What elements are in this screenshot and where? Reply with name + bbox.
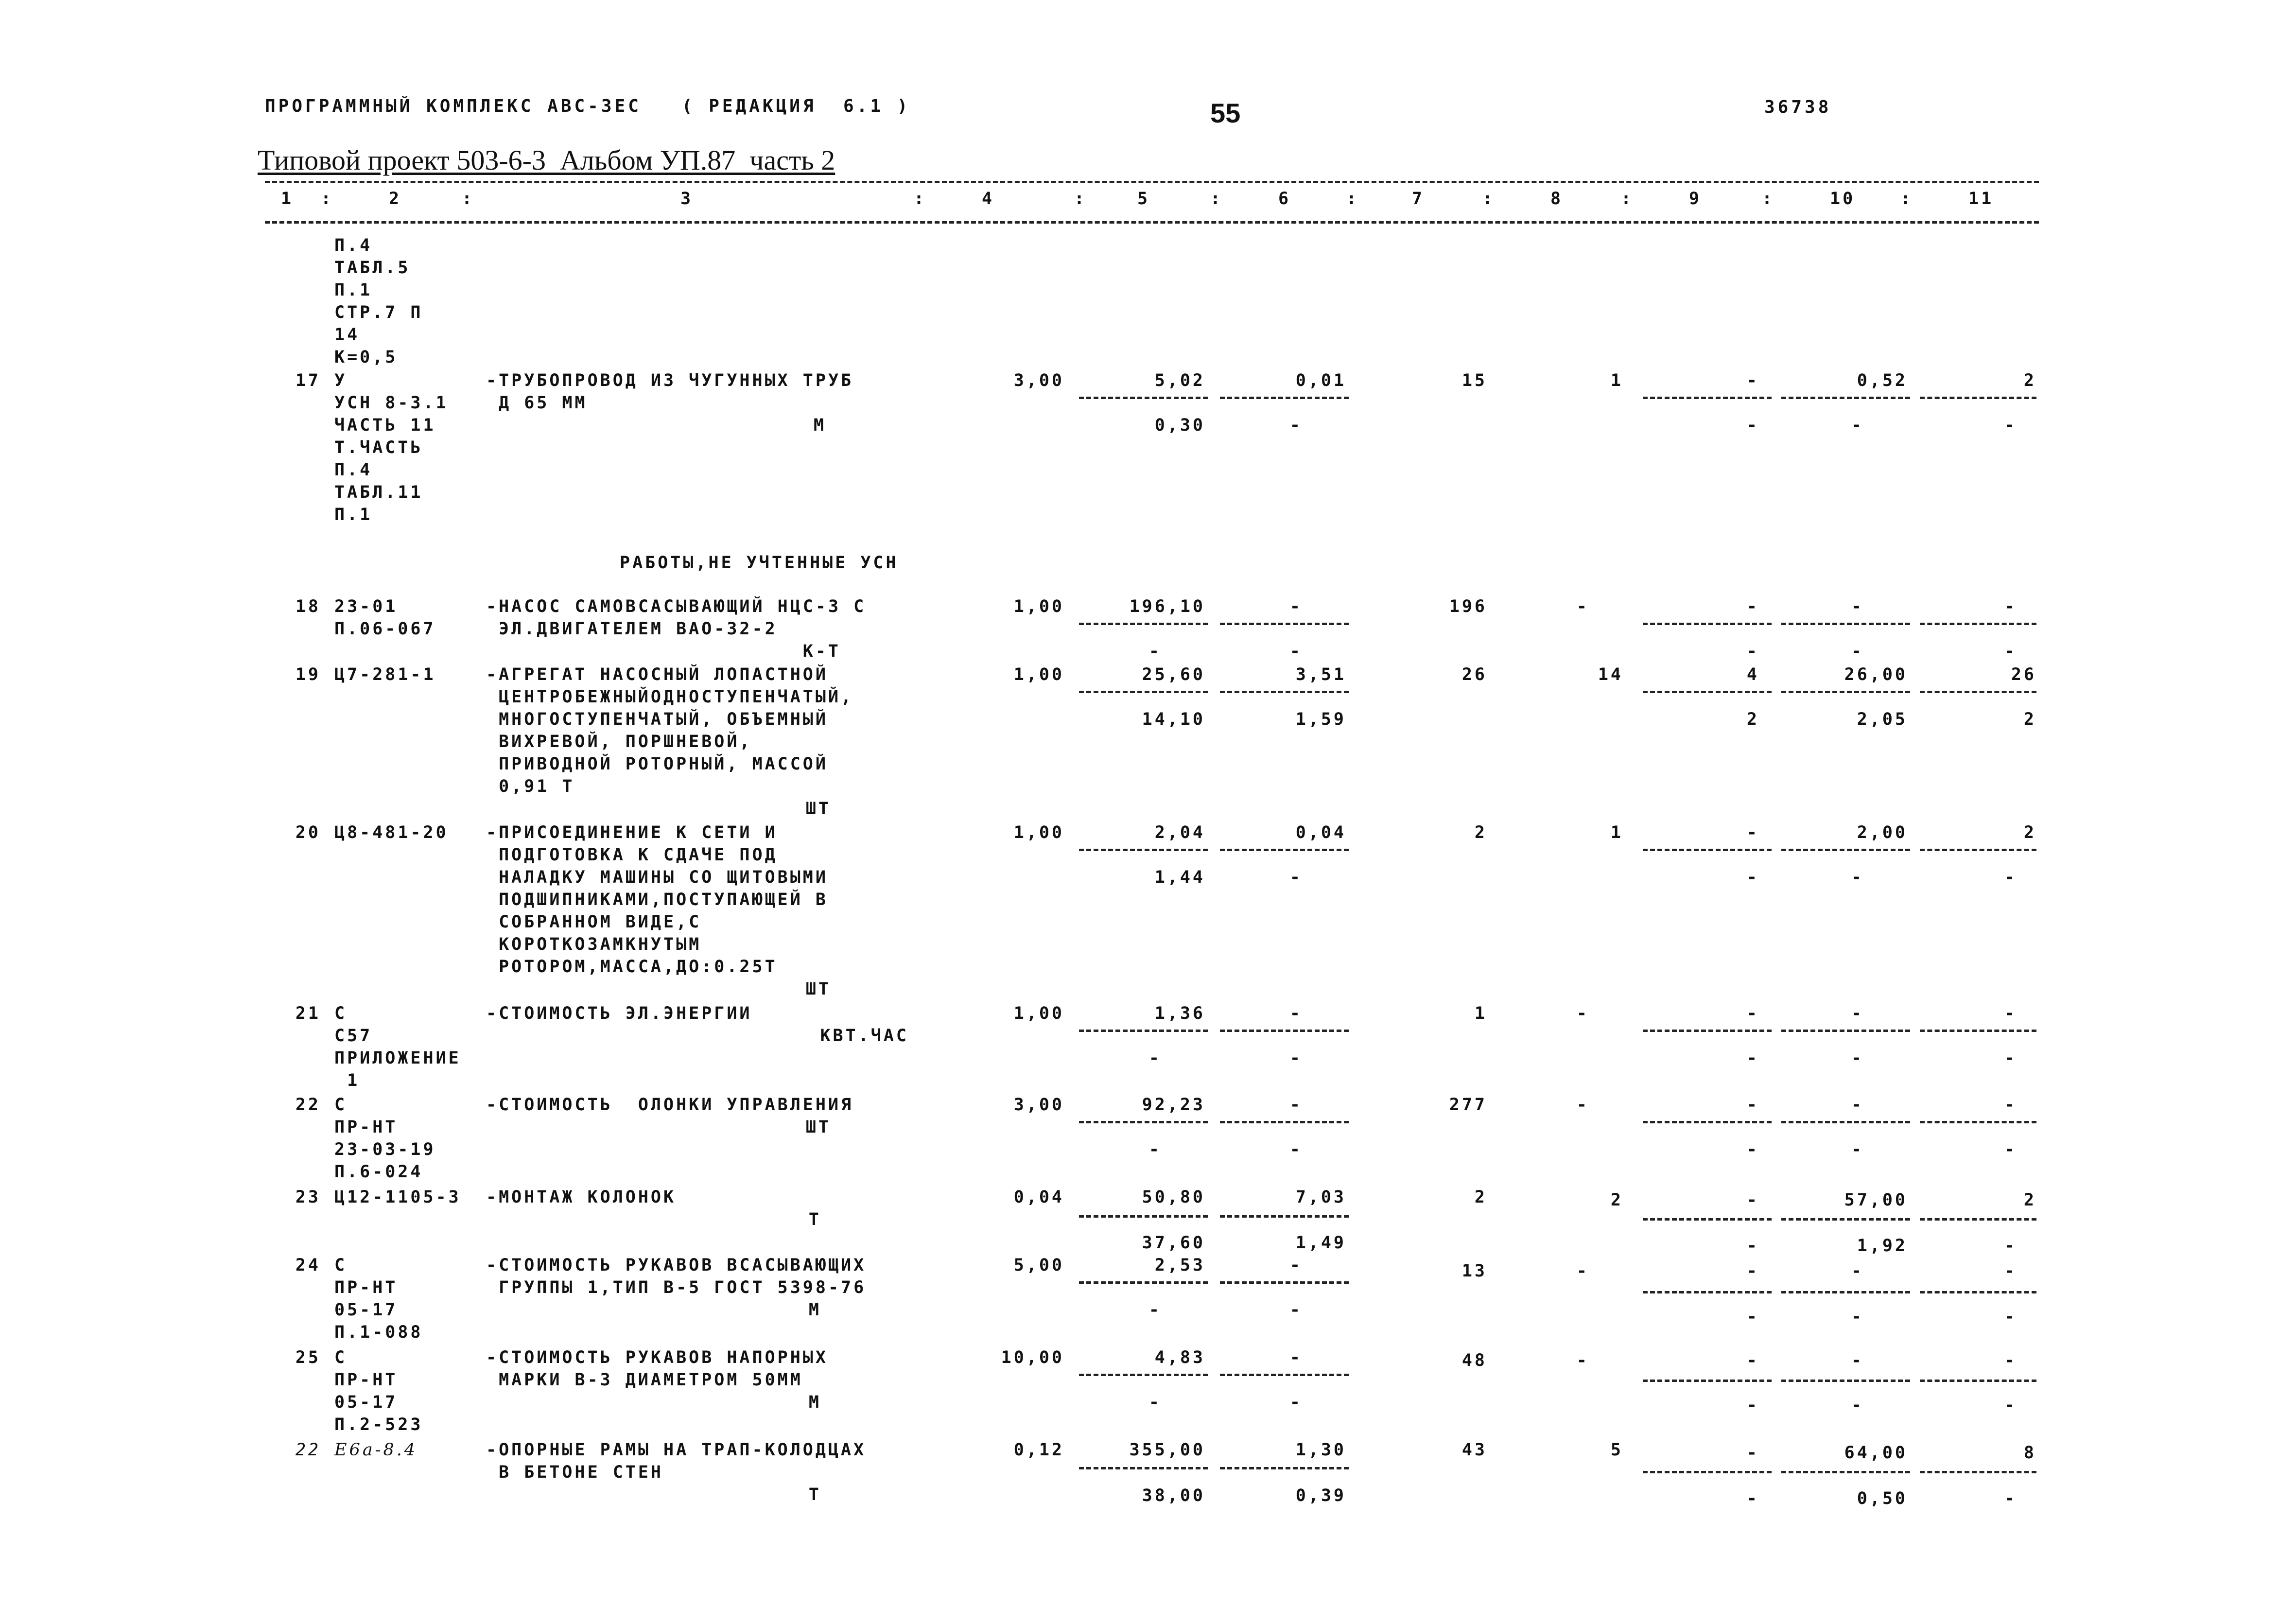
row-col8: -: [1576, 1261, 1589, 1281]
row-col9-2: -: [1746, 1140, 1759, 1159]
col-header-11: 11: [1968, 189, 1994, 209]
row-divider: [1781, 849, 1910, 851]
row-col9-2: -: [1746, 1489, 1759, 1508]
row-col7: 48: [1461, 1351, 1487, 1370]
row-code: 23-01 П.06-067: [334, 597, 436, 639]
row-price: 2,04: [1154, 823, 1205, 842]
row-col9-2: -: [1746, 868, 1759, 887]
row-divider: [1781, 1471, 1910, 1473]
row-col8: 2: [1610, 1190, 1623, 1210]
col-sep: :: [914, 189, 927, 209]
row-divider: [1220, 1374, 1349, 1376]
row-unit: М: [813, 416, 826, 435]
row-divider: [1079, 1281, 1208, 1284]
row-quantity: 3,00: [1013, 1095, 1064, 1115]
col-sep: :: [1346, 189, 1359, 209]
row-divider: [1079, 849, 1208, 851]
row-divider: [1079, 1215, 1208, 1218]
row-number: 20: [295, 823, 321, 842]
row-col11-2: -: [2004, 1396, 2017, 1415]
row-divider: [1079, 1121, 1208, 1123]
col-header-6: 6: [1278, 189, 1291, 209]
row-number: 23: [295, 1188, 321, 1207]
row-unit: К-Т: [802, 642, 841, 661]
row-unit: ШТ: [805, 979, 831, 999]
document-number: 36738: [1764, 97, 1832, 117]
row-divider: [1643, 1121, 1772, 1123]
row-divider: [1220, 691, 1349, 693]
row-quantity: 1,00: [1013, 823, 1064, 842]
row-col11-2: -: [2004, 1489, 2017, 1508]
row-col6-2: -: [1289, 416, 1303, 435]
col-sep: :: [1074, 189, 1087, 209]
row-col11: -: [2004, 1004, 2017, 1023]
row-code: С С57 ПРИЛОЖЕНИЕ 1: [334, 1004, 461, 1090]
row-description: -МОНТАЖ КОЛОНОК: [486, 1188, 677, 1207]
row-price-2: 14,10: [1142, 710, 1205, 729]
row-col10: 0,52: [1857, 371, 1908, 390]
row-divider: [1643, 1380, 1772, 1382]
row-col11: -: [2004, 1351, 2017, 1370]
row-divider: [1220, 1030, 1349, 1032]
row-number: 22: [295, 1440, 321, 1460]
row-divider: [1220, 397, 1349, 399]
row-col7: 15: [1461, 371, 1487, 390]
row-price: 50,80: [1142, 1188, 1205, 1207]
row-divider: [1781, 1121, 1910, 1123]
row-number: 24: [295, 1256, 321, 1275]
col-header-8: 8: [1550, 189, 1564, 209]
row-divider: [1220, 1121, 1349, 1123]
row-divider: [1920, 1291, 2036, 1293]
row-divider: [1920, 1380, 2036, 1382]
row-price: 2,53: [1154, 1256, 1205, 1275]
row-col11-2: -: [2004, 1140, 2017, 1159]
row-col10-2: 0,50: [1857, 1489, 1908, 1508]
row-quantity: 1,00: [1013, 1004, 1064, 1023]
row-price-2: -: [1148, 1393, 1162, 1412]
row-col10: -: [1851, 1351, 1864, 1370]
row-col11: 8: [2023, 1443, 2036, 1463]
row-col10: -: [1851, 597, 1864, 616]
row-price: 1,36: [1154, 1004, 1205, 1023]
row-price: 196,10: [1129, 597, 1205, 616]
col-header-7: 7: [1412, 189, 1425, 209]
col-header-2: 2: [389, 189, 402, 209]
row-col6-2: -: [1289, 642, 1303, 661]
row-col6-2: 1,59: [1295, 710, 1346, 729]
row-col9: -: [1746, 1190, 1759, 1210]
row-col9: -: [1746, 823, 1759, 842]
row-description: -АГРЕГАТ НАСОСНЫЙ ЛОПАСТНОЙ ЦЕНТРОБЕЖНЫЙОДНОСТУПЕНЧАТЫЙ, МНОГОСТУПЕНЧАТЫЙ, ОБЪЕМНЫЙ ВИХРЕВОЙ, ПОРШНЕВОЙ, ПРИВОДНОЙ РОТОРНЫЙ, МАССОЙ 0,91 Т: [486, 665, 854, 796]
row-price: 25,60: [1142, 665, 1205, 684]
row-col8: 1: [1610, 823, 1623, 842]
row-col7: 1: [1474, 1004, 1487, 1023]
row-col6-2: -: [1289, 1393, 1303, 1412]
row-divider: [1643, 1471, 1772, 1473]
row-col9: -: [1746, 597, 1759, 616]
row-divider: [1220, 623, 1349, 625]
row-divider: [1781, 397, 1910, 399]
row-col6-2: -: [1289, 1300, 1303, 1320]
row-col10: -: [1851, 1095, 1864, 1115]
row-unit: Т: [808, 1210, 821, 1229]
row-col10-2: -: [1851, 642, 1864, 661]
row-code: С ПР-НТ 05-17 П.2-523: [334, 1348, 423, 1434]
continuation-codes: П.4 ТАБЛ.5 П.1 СТР.7 П 14 К=0,5: [334, 236, 423, 367]
row-col7: 2: [1474, 1188, 1487, 1207]
row-col6: -: [1289, 1095, 1303, 1115]
row-col11-2: -: [2004, 1307, 2017, 1327]
row-divider: [1920, 849, 2036, 851]
row-col10: 64,00: [1844, 1443, 1908, 1463]
row-col6-2: -: [1289, 868, 1303, 887]
row-code: С ПР-НТ 05-17 П.1-088: [334, 1256, 423, 1342]
row-quantity: 10,00: [1001, 1348, 1064, 1367]
row-description: -СТОИМОСТЬ РУКАВОВ ВСАСЫВАЮЩИХ ГРУППЫ 1,ТИП В-5 ГОСТ 5398-76: [486, 1256, 867, 1297]
col-header-5: 5: [1137, 189, 1150, 209]
row-col6-2: 0,39: [1295, 1486, 1346, 1505]
row-code: Ц7-281-1: [334, 665, 436, 684]
row-col10-2: 1,92: [1857, 1236, 1908, 1256]
row-col11-2: -: [2004, 868, 2017, 887]
row-col9-2: -: [1746, 1048, 1759, 1068]
row-divider: [1920, 1471, 2036, 1473]
row-col9: -: [1746, 1443, 1759, 1463]
row-col11: -: [2004, 1261, 2017, 1281]
row-col11: -: [2004, 1095, 2017, 1115]
row-col11: 2: [2023, 1190, 2036, 1210]
row-col9-2: -: [1746, 1236, 1759, 1256]
row-col9-2: 2: [1746, 710, 1759, 729]
col-sep: :: [1900, 189, 1913, 209]
row-col11: 2: [2023, 371, 2036, 390]
row-col9: -: [1746, 1095, 1759, 1115]
row-divider: [1643, 691, 1772, 693]
row-number: 17: [295, 371, 321, 390]
row-code: У УСН 8-3.1 ЧАСТЬ 11 Т.ЧАСТЬ П.4 ТАБЛ.11 П.1: [334, 371, 449, 524]
row-col9: 4: [1746, 665, 1759, 684]
row-price: 355,00: [1129, 1440, 1205, 1460]
row-col10-2: -: [1851, 1307, 1864, 1327]
row-col9: -: [1746, 1261, 1759, 1281]
row-col10-2: -: [1851, 1396, 1864, 1415]
row-description: -СТОИМОСТЬ ОЛОНКИ УПРАВЛЕНИЯ: [486, 1095, 854, 1115]
col-sep: :: [1762, 189, 1775, 209]
row-divider: [1643, 397, 1772, 399]
row-divider: [1643, 1030, 1772, 1032]
row-price-2: 1,44: [1154, 868, 1205, 887]
col-sep: :: [462, 189, 475, 209]
row-col7: 26: [1461, 665, 1487, 684]
row-price-2: 0,30: [1154, 416, 1205, 435]
row-col7: 196: [1449, 597, 1487, 616]
row-price-2: -: [1148, 1048, 1162, 1068]
row-col10-2: -: [1851, 868, 1864, 887]
row-col9: -: [1746, 1351, 1759, 1370]
row-col11-2: -: [2004, 1048, 2017, 1068]
row-divider: [1920, 1218, 2036, 1221]
row-col7: 13: [1461, 1261, 1487, 1281]
row-col11: 26: [2011, 665, 2036, 684]
row-divider: [1220, 1467, 1349, 1469]
col-header-9: 9: [1689, 189, 1702, 209]
row-number: 25: [295, 1348, 321, 1367]
row-divider: [1920, 691, 2036, 693]
row-col10-2: -: [1851, 416, 1864, 435]
row-price: 4,83: [1154, 1348, 1205, 1367]
row-divider: [1079, 1030, 1208, 1032]
row-divider: [1643, 1291, 1772, 1293]
row-divider: [1079, 1374, 1208, 1376]
row-divider: [1920, 623, 2036, 625]
row-divider: [1220, 849, 1349, 851]
row-col8: -: [1576, 597, 1589, 616]
col-sep: :: [1482, 189, 1496, 209]
row-col8: 5: [1610, 1440, 1623, 1460]
row-number: 21: [295, 1004, 321, 1023]
col-sep: :: [321, 189, 334, 209]
row-price-2: 37,60: [1142, 1233, 1205, 1253]
row-col11-2: 2: [2023, 710, 2036, 729]
row-divider: [1781, 1218, 1910, 1221]
row-divider: [1220, 1281, 1349, 1284]
row-number: 19: [295, 665, 321, 684]
row-col7: 277: [1449, 1095, 1487, 1115]
header-rule-top: [265, 181, 2039, 183]
row-divider: [1781, 623, 1910, 625]
row-col11-2: -: [2004, 642, 2017, 661]
row-code: Ц8-481-20: [334, 823, 449, 842]
row-col8: 14: [1598, 665, 1623, 684]
row-col9-2: -: [1746, 1307, 1759, 1327]
row-unit: М: [808, 1393, 821, 1412]
col-header-1: 1: [281, 189, 294, 209]
row-description: -НАСОС САМОВСАСЫВАЮЩИЙ НЦС-3 С ЭЛ.ДВИГАТЕЛЕМ ВАО-32-2: [486, 597, 867, 639]
row-divider: [1781, 691, 1910, 693]
row-col6: 0,01: [1295, 371, 1346, 390]
row-col6: -: [1289, 1004, 1303, 1023]
row-quantity: 0,04: [1013, 1188, 1064, 1207]
row-col10: 26,00: [1844, 665, 1908, 684]
row-code: Е6а-8.4: [334, 1440, 418, 1460]
col-header-10: 10: [1830, 189, 1856, 209]
row-description: -ТРУБОПРОВОД ИЗ ЧУГУННЫХ ТРУБ Д 65 ММ: [486, 371, 854, 413]
row-description: -ОПОРНЫЕ РАМЫ НА ТРАП-КОЛОДЦАХ В БЕТОНЕ СТЕН: [486, 1440, 867, 1482]
row-col9-2: -: [1746, 1396, 1759, 1415]
row-price: 92,23: [1142, 1095, 1205, 1115]
row-col6: -: [1289, 597, 1303, 616]
row-col10: 2,00: [1857, 823, 1908, 842]
row-price: 5,02: [1154, 371, 1205, 390]
row-col10: -: [1851, 1004, 1864, 1023]
program-title: ПРОГРАММНЫЙ КОМПЛЕКС АВС-ЗЕС ( РЕДАКЦИЯ 6.1 ): [265, 96, 911, 116]
row-divider: [1079, 397, 1208, 399]
row-code: С ПР-НТ 23-03-19 П.6-024: [334, 1095, 436, 1182]
row-col11: -: [2004, 597, 2017, 616]
row-quantity: 5,00: [1013, 1256, 1064, 1275]
row-col9: -: [1746, 371, 1759, 390]
row-divider: [1079, 691, 1208, 693]
row-col6: -: [1289, 1256, 1303, 1275]
row-col11-2: -: [2004, 1236, 2017, 1256]
row-col9-2: -: [1746, 642, 1759, 661]
document-subtitle: Типовой проект 503-6-3 Альбом УП.87 часть 2: [258, 144, 835, 176]
col-sep: :: [1621, 189, 1634, 209]
row-divider: [1643, 1218, 1772, 1221]
section-title: РАБОТЫ,НЕ УЧТЕННЫЕ УСН: [620, 553, 899, 573]
row-unit: Т: [808, 1485, 821, 1504]
row-price-2: 38,00: [1142, 1486, 1205, 1505]
row-unit: ШТ: [805, 799, 831, 819]
row-divider: [1643, 849, 1772, 851]
row-col8: -: [1576, 1095, 1589, 1115]
row-col6-2: -: [1289, 1140, 1303, 1159]
row-unit: ШТ: [805, 1118, 831, 1137]
row-divider: [1220, 1215, 1349, 1218]
row-price-2: -: [1148, 642, 1162, 661]
row-col10: -: [1851, 1261, 1864, 1281]
row-col9-2: -: [1746, 416, 1759, 435]
row-description: -СТОИМОСТЬ ЭЛ.ЭНЕРГИИ: [486, 1004, 752, 1023]
row-col11: 2: [2023, 823, 2036, 842]
row-quantity: 3,00: [1013, 371, 1064, 390]
row-divider: [1079, 1467, 1208, 1469]
row-description: -СТОИМОСТЬ РУКАВОВ НАПОРНЫХ МАРКИ В-3 ДИАМЕТРОМ 50ММ: [486, 1348, 828, 1390]
row-divider: [1781, 1380, 1910, 1382]
row-col7: 43: [1461, 1440, 1487, 1460]
col-sep: :: [1210, 189, 1223, 209]
row-description: -ПРИСОЕДИНЕНИЕ К СЕТИ И ПОДГОТОВКА К СДАЧЕ ПОД НАЛАДКУ МАШИНЫ СО ЩИТОВЫМИ ПОДШИПНИКАМИ,ПОСТУПАЮЩЕЙ В СОБРАННОМ ВИДЕ,С КОРОТКОЗАМКНУТЫМ РОТОРОМ,МАССА,ДО:0.25Т: [486, 823, 828, 977]
row-unit: КВТ.ЧАС: [820, 1026, 909, 1046]
header-rule-bottom: [265, 221, 2039, 224]
row-quantity: 1,00: [1013, 665, 1064, 684]
row-divider: [1781, 1030, 1910, 1032]
row-divider: [1781, 1291, 1910, 1293]
row-divider: [1920, 1030, 2036, 1032]
row-number: 22: [295, 1095, 321, 1115]
row-col10-2: 2,05: [1857, 710, 1908, 729]
row-col6: -: [1289, 1348, 1303, 1367]
row-col8: -: [1576, 1351, 1589, 1370]
row-col10-2: -: [1851, 1140, 1864, 1159]
row-col6: 1,30: [1295, 1440, 1346, 1460]
row-col10: 57,00: [1844, 1190, 1908, 1210]
row-col7: 2: [1474, 823, 1487, 842]
row-divider: [1643, 623, 1772, 625]
row-price-2: -: [1148, 1300, 1162, 1320]
row-col10-2: -: [1851, 1048, 1864, 1068]
row-divider: [1079, 623, 1208, 625]
row-number: 18: [295, 597, 321, 616]
row-col6-2: -: [1289, 1048, 1303, 1068]
row-col6: 3,51: [1295, 665, 1346, 684]
row-col6-2: 1,49: [1295, 1233, 1346, 1253]
col-header-4: 4: [982, 189, 995, 209]
row-col8: 1: [1610, 371, 1623, 390]
page-number: 55: [1210, 98, 1241, 128]
row-quantity: 0,12: [1013, 1440, 1064, 1460]
row-unit: М: [808, 1300, 821, 1320]
row-divider: [1920, 397, 2036, 399]
row-col9: -: [1746, 1004, 1759, 1023]
row-price-2: -: [1148, 1140, 1162, 1159]
col-header-3: 3: [680, 189, 694, 209]
row-col8: -: [1576, 1004, 1589, 1023]
row-col11-2: -: [2004, 416, 2017, 435]
row-divider: [1920, 1121, 2036, 1123]
row-quantity: 1,00: [1013, 597, 1064, 616]
row-code: Ц12-1105-3: [334, 1188, 461, 1207]
row-col6: 7,03: [1295, 1188, 1346, 1207]
row-col6: 0,04: [1295, 823, 1346, 842]
